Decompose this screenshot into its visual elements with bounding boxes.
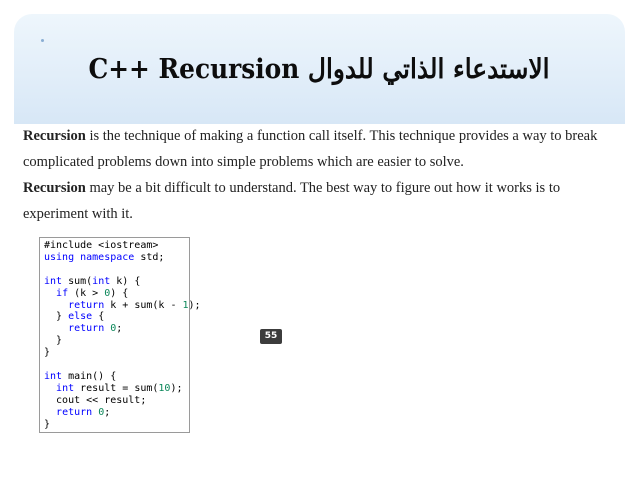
code-line [44,371,189,383]
page-number-badge: 55 [260,329,282,344]
code-line [44,276,189,288]
code-text: main() { [62,370,117,382]
code-line [44,240,189,252]
code-text [44,323,68,334]
paragraph-strong: Recursion [23,128,86,144]
paragraph-line [23,178,623,198]
code-number: 1 [182,299,189,311]
code-keyword: int [44,370,63,382]
code-line [44,347,189,359]
code-text [44,407,56,418]
code-text: ) { [110,287,129,299]
code-text: } [44,335,63,347]
code-line [44,323,189,335]
code-text: ); [188,299,201,311]
paragraph-line [23,204,623,224]
code-line [44,252,189,264]
slide-title: C++ Recursion الاستدعاء الذاتي للدوال [88,54,550,85]
code-text: k + sum(k - [104,299,183,311]
code-line [44,395,189,407]
code-number: 0 [104,287,111,299]
code-text: } [44,311,69,323]
code-text [44,383,56,394]
paragraph-line [23,126,623,146]
code-keyword: int [56,382,75,394]
code-text: std; [134,251,165,263]
paragraph-strong: Recursion [23,180,86,196]
code-keyword: return [68,323,105,335]
code-text: (k > [68,287,105,299]
code-line [44,311,189,323]
paragraph-text: is the technique of making a function call itself. This technique provides a way to break [85,128,598,144]
code-text: } [44,347,51,359]
paragraph-text: experiment with it. [23,206,133,222]
code-text: sum( [62,275,93,287]
code-number: 10 [158,382,171,394]
code-keyword: using namespace [44,251,135,263]
code-line [44,335,189,347]
code-snippet [39,237,201,433]
code-line [44,299,201,312]
code-text: ); [170,382,183,394]
code-text [44,288,56,299]
code-line [44,419,189,431]
code-keyword: return [56,406,93,418]
code-text [44,300,68,311]
code-line [44,288,189,300]
code-number: 0 [98,406,105,418]
code-text: { [92,311,105,323]
code-text: ; [116,323,123,335]
paragraph-text: complicated problems down into simple problems which are easier to solve. [23,154,464,170]
code-keyword: return [68,299,105,311]
code-text: ; [104,406,111,418]
code-line [44,383,189,395]
code-text: } [44,418,51,430]
code-line [44,407,189,419]
banner-bullet-dot [41,39,44,42]
paragraph-line [23,152,623,172]
code-keyword: if [56,287,69,299]
code-keyword: else [68,311,93,323]
code-text: cout << result; [44,394,147,406]
code-text: #include <iostream> [44,240,159,251]
code-keyword: int [44,275,63,287]
code-keyword: int [92,275,111,287]
code-number: 0 [110,323,117,335]
code-line [44,359,189,371]
code-text: result = sum( [74,382,159,394]
code-text: k) { [110,275,141,287]
paragraph-text: may be a bit difficult to understand. The best way to figure out how it works is to [85,180,561,196]
code-line [44,264,189,276]
